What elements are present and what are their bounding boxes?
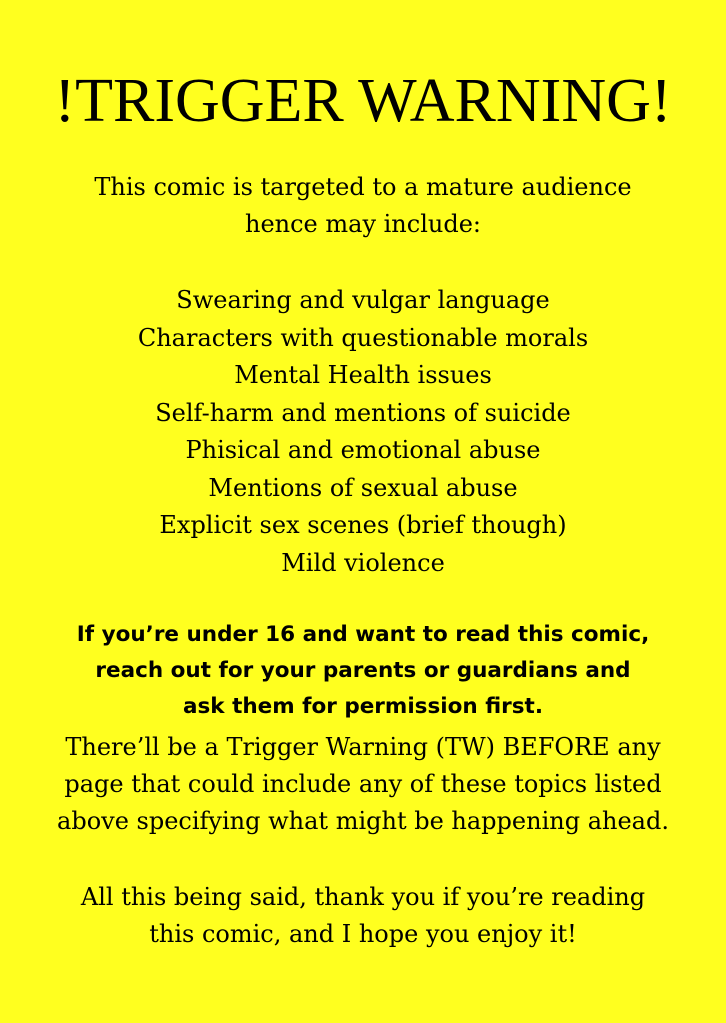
age-notice-line: ask them for permission first.	[182, 694, 543, 719]
list-item-topic: Explicit sex scenes (brief though)	[159, 511, 567, 539]
closing-line: All this being said, thank you if you’re reading	[80, 883, 646, 911]
intro-line: hence may include:	[244, 210, 481, 238]
tw-note-line: page that could include any of these topics listed	[64, 770, 662, 798]
age-notice	[0, 617, 726, 725]
intro-line: This comic is targeted to a mature audience	[94, 173, 632, 201]
list-item-topic: Phisical and emotional abuse	[185, 436, 541, 464]
age-notice-line: If you’re under 16 and want to read this comic,	[76, 622, 650, 647]
list-item-topic: Characters with questionable morals	[137, 323, 589, 352]
list-item-topic: Mentions of sexual abuse	[208, 473, 518, 502]
list-item-topic: Mental Health issues	[234, 361, 492, 389]
intro-text	[0, 169, 726, 243]
topics-list	[0, 282, 726, 582]
tw-note	[0, 729, 726, 840]
closing-line: this comic, and I hope you enjoy it!	[149, 920, 577, 948]
page-title: !TRIGGER WARNING!	[54, 67, 672, 135]
list-item-topic: Swearing and vulgar language	[176, 286, 550, 314]
tw-note-line: above specifying what might be happening ahead.	[57, 807, 669, 835]
closing-message	[0, 879, 726, 953]
age-notice-line: reach out for your parents or guardians and	[95, 658, 631, 683]
list-item-topic: Mild violence	[281, 548, 445, 577]
tw-note-line: There’ll be a Trigger Warning (TW) BEFORE any	[65, 733, 661, 761]
list-item-topic: Self-harm and mentions of suicide	[155, 398, 571, 427]
